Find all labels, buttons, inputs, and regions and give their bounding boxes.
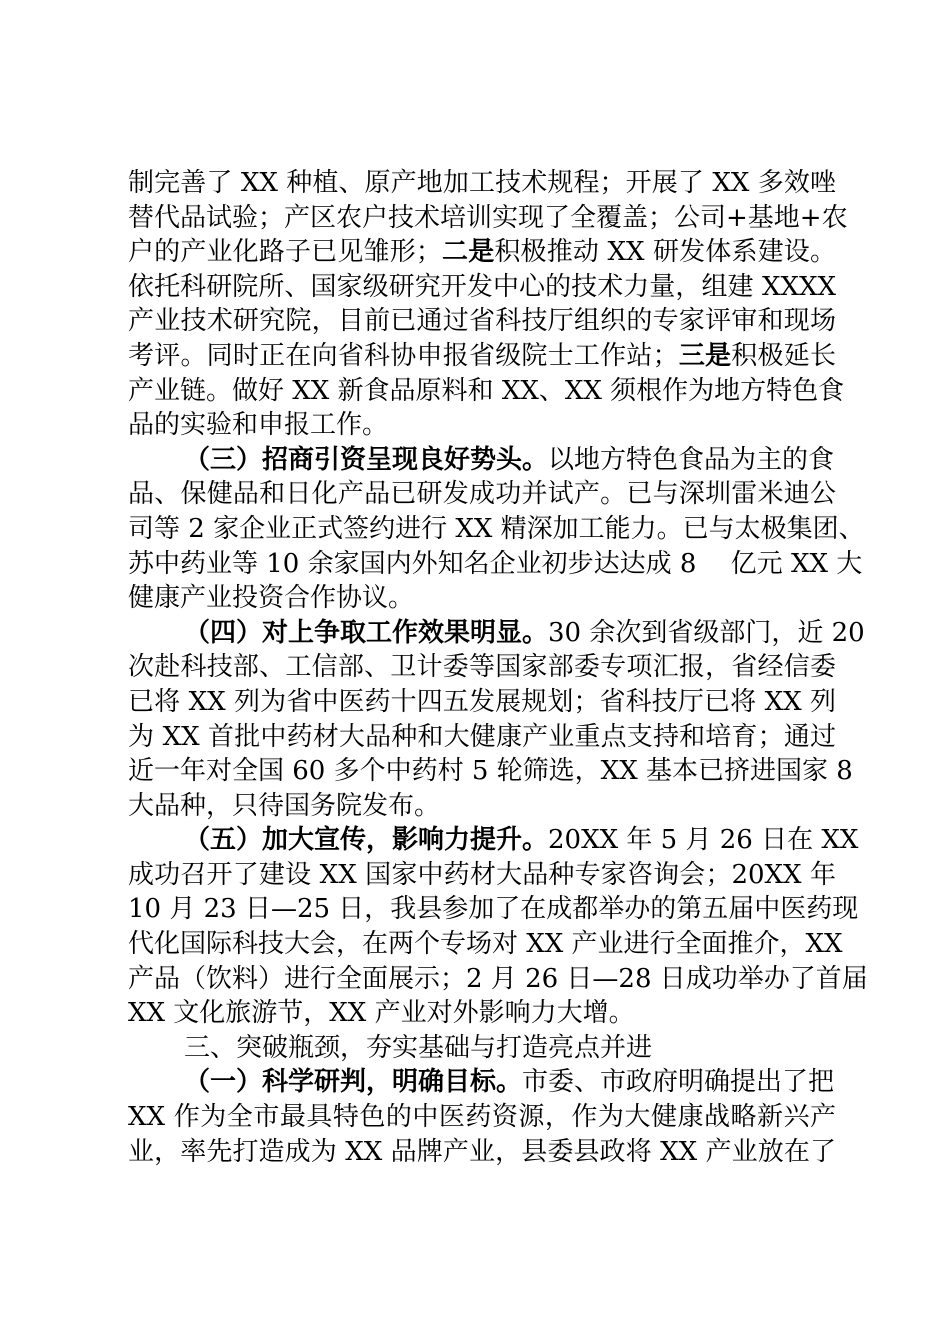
text-line: 成功召开了建设 XX 国家中药材大品种专家咨询会；20XX 年: [128, 859, 836, 890]
text-line: 已将 XX 列为省中医药十四五发展规划；省科技厅已将 XX 列: [128, 686, 836, 717]
text-line: [128, 235, 836, 270]
text-segment: 以地方特色食品为主的食: [548, 444, 835, 475]
paragraph-4: [128, 823, 868, 1031]
text-line: 品的实验和申报工作。: [128, 410, 389, 441]
bold-keyword: 三是: [678, 340, 732, 371]
text-line: 大品种，只待国务院发布。: [128, 790, 441, 821]
paragraph-1: [128, 166, 848, 443]
text-line: 产业技术研究院，目前已通过省科技厅组织的专家评审和现场: [128, 306, 836, 337]
paragraph-3: [128, 616, 865, 824]
document-page: [128, 166, 868, 1169]
text-line: [128, 616, 865, 651]
section-heading: （一）科学研判，明确目标。: [184, 1067, 523, 1098]
text-line: XX 文化旅游节，XX 产业对外影响力大增。: [128, 998, 635, 1029]
text-line: 苏中药业等 10 余家国内外知名企业初步达达成 8 亿元 XX 大: [128, 548, 863, 579]
text-line: 产品（饮料）进行全面展示；2 月 26 日—28 日成功举办了首届: [128, 963, 868, 994]
text-line: 代化国际科技大会，在两个专场对 XX 产业进行全面推介，XX: [128, 929, 843, 960]
section-heading: （五）加大宣传，影响力提升。: [184, 825, 549, 856]
text-line: [128, 823, 859, 858]
text-line: 近一年对全国 60 多个中药村 5 轮筛选，XX 基本已挤进国家 8: [128, 756, 853, 787]
text-line: 司等 2 家企业正式签约进行 XX 精深加工能力。已与太极集团、: [128, 513, 865, 544]
text-line: 10 月 23 日—25 日，我县参加了在成都举办的第五届中医药现: [128, 894, 859, 925]
text-line: [128, 339, 836, 374]
text-line: 制完善了 XX 种植、原产地加工技术规程；开展了 XX 多效唑: [128, 168, 836, 198]
text-segment: 市委、市政府明确提出了把: [522, 1067, 835, 1098]
paragraph-5: [128, 1031, 836, 1066]
text-line: 次赴科技部、工信部、卫计委等国家部委专项汇报，省经信委: [128, 652, 836, 683]
text-line: 产业链。做好 XX 新食品原料和 XX、XX 须根作为地方特色食: [128, 375, 845, 406]
text-segment: 30 余次到省级部门，近 20: [548, 617, 865, 648]
text-line: [128, 1065, 836, 1100]
text-segment: 户的产业化路子已见雏形；: [128, 237, 442, 268]
text-line: [128, 443, 836, 478]
section-heading: （四）对上争取工作效果明显。: [184, 617, 549, 648]
text-line: 业，率先打造成为 XX 品牌产业，县委县政将 XX 产业放在了: [128, 1136, 836, 1167]
text-segment: 积极延长: [731, 340, 836, 371]
text-line: 健康产业投资合作协议。: [128, 583, 415, 614]
text-segment: 积极推动 XX 研发体系建设。: [494, 237, 836, 268]
text-line: 替代品试验；产区农户技术培训实现了全覆盖；公司+基地+农: [128, 202, 848, 233]
text-segment: 20XX 年 5 月 26 日在 XX: [548, 825, 859, 856]
text-line: 依托科研院所、国家级研究开发中心的技术力量，组建 XXXX: [128, 271, 836, 302]
text-segment: 考评。同时正在向省科协申报省级院士工作站；: [128, 340, 679, 371]
text-line: XX 作为全市最具特色的中医药资源，作为大健康战略新兴产: [128, 1102, 836, 1133]
paragraph-2: [128, 443, 865, 616]
bold-keyword: 二是: [441, 237, 495, 268]
paragraph-6: [128, 1065, 836, 1169]
text-line: 为 XX 首批中药材大品种和大健康产业重点支持和培育；通过: [128, 721, 836, 752]
section-heading: （三）招商引资呈现良好势头。: [184, 444, 549, 475]
chapter-heading: 三、突破瓶颈，夯实基础与打造亮点并进: [184, 1032, 653, 1063]
text-line: 品、保健品和日化产品已研发成功并试产。已与深圳雷米迪公: [128, 479, 836, 510]
